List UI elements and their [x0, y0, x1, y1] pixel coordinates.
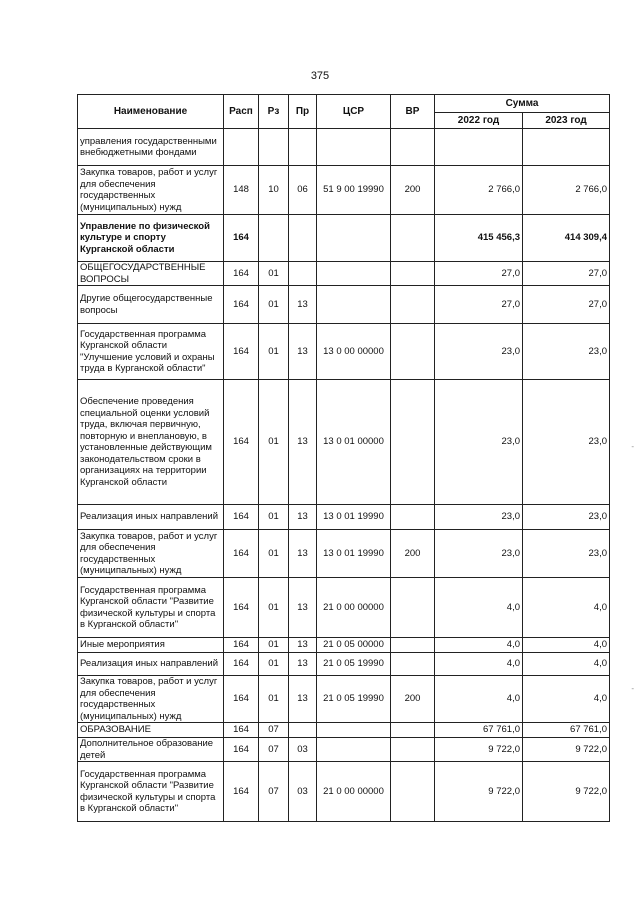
cell-name: Дополнительное образование детей: [78, 738, 224, 762]
header-pr: Пр: [289, 95, 317, 129]
table-row: [78, 762, 610, 822]
cell-name: Реализация иных направлений: [78, 505, 224, 530]
cell-rasp: [224, 129, 259, 166]
cell-csr: 21 0 05 19990: [317, 676, 391, 723]
table-row: [78, 262, 610, 286]
cell-pr: 13: [289, 578, 317, 638]
table-row: [78, 380, 610, 505]
header-2023: 2023 год: [523, 113, 610, 129]
cell-csr: 13 0 01 19990: [317, 505, 391, 530]
cell-rasp: 164: [224, 578, 259, 638]
cell-name: управления государственными внебюджетными фондами: [78, 129, 224, 166]
cell-pr: 13: [289, 380, 317, 505]
cell-sum-2022: 67 761,0: [435, 723, 523, 738]
cell-sum-2023: 27,0: [523, 286, 610, 324]
cell-csr: 21 0 00 00000: [317, 762, 391, 822]
page-number: 375: [310, 70, 330, 82]
cell-sum-2022: 23,0: [435, 380, 523, 505]
table-row: [78, 723, 610, 738]
cell-sum-2023: 414 309,4: [523, 215, 610, 262]
margin-mark: -: [631, 684, 634, 693]
cell-pr: 13: [289, 638, 317, 653]
table-row: [78, 676, 610, 723]
cell-rz: [259, 129, 289, 166]
cell-vr: [391, 723, 435, 738]
cell-vr: [391, 653, 435, 676]
cell-csr: 13 0 00 00000: [317, 324, 391, 380]
cell-rz: 01: [259, 324, 289, 380]
cell-sum-2022: 4,0: [435, 578, 523, 638]
cell-rasp: 164: [224, 286, 259, 324]
table-row: [78, 324, 610, 380]
cell-rasp: 164: [224, 505, 259, 530]
cell-name: Закупка товаров, работ и услуг для обеспечения государственных (муниципальных) нужд: [78, 530, 224, 578]
cell-rz: 07: [259, 738, 289, 762]
cell-rz: 01: [259, 676, 289, 723]
cell-sum-2023: 4,0: [523, 676, 610, 723]
table-row: [78, 505, 610, 530]
cell-csr: 21 0 05 00000: [317, 638, 391, 653]
table-row: [78, 530, 610, 578]
table-row: [78, 653, 610, 676]
cell-rz: 01: [259, 380, 289, 505]
cell-name: Реализация иных направлений: [78, 653, 224, 676]
cell-sum-2023: 67 761,0: [523, 723, 610, 738]
cell-sum-2023: 9 722,0: [523, 738, 610, 762]
cell-sum-2023: [523, 129, 610, 166]
cell-rz: 01: [259, 286, 289, 324]
cell-vr: [391, 215, 435, 262]
cell-sum-2022: 4,0: [435, 653, 523, 676]
cell-rz: 01: [259, 262, 289, 286]
cell-rasp: 164: [224, 380, 259, 505]
cell-sum-2023: 4,0: [523, 638, 610, 653]
cell-sum-2022: 9 722,0: [435, 762, 523, 822]
cell-vr: [391, 578, 435, 638]
table-row: [78, 166, 610, 215]
cell-name: ОБЩЕГОСУДАРСТВЕННЫЕ ВОПРОСЫ: [78, 262, 224, 286]
budget-table: [77, 94, 610, 822]
cell-sum-2022: 4,0: [435, 638, 523, 653]
cell-vr: 200: [391, 530, 435, 578]
header-rasp: Расп: [224, 95, 259, 129]
cell-csr: [317, 738, 391, 762]
cell-csr: [317, 286, 391, 324]
cell-vr: [391, 762, 435, 822]
cell-vr: [391, 262, 435, 286]
header-2022: 2022 год: [435, 113, 523, 129]
cell-rasp: 164: [224, 723, 259, 738]
cell-name: Обеспечение проведения специальной оценки условий труда, включая первичную, повторную и внеплановую, в установленные действующим законодательством сроки в организациях на территории Курганской области: [78, 380, 224, 505]
cell-vr: 200: [391, 166, 435, 215]
cell-rasp: 164: [224, 653, 259, 676]
cell-name: Закупка товаров, работ и услуг для обеспечения государственных (муниципальных) нужд: [78, 676, 224, 723]
cell-rz: 01: [259, 638, 289, 653]
cell-name: Государственная программа Курганской области "Развитие физической культуры и спорта в Курганской области": [78, 762, 224, 822]
cell-name: ОБРАЗОВАНИЕ: [78, 723, 224, 738]
cell-vr: [391, 505, 435, 530]
cell-csr: [317, 129, 391, 166]
cell-sum-2022: [435, 129, 523, 166]
cell-sum-2023: 23,0: [523, 505, 610, 530]
header-sum: Сумма: [435, 95, 610, 113]
cell-pr: 13: [289, 653, 317, 676]
cell-rz: 10: [259, 166, 289, 215]
cell-rz: 01: [259, 653, 289, 676]
cell-rasp: 164: [224, 676, 259, 723]
table-row: [78, 215, 610, 262]
cell-rasp: 164: [224, 262, 259, 286]
cell-pr: [289, 723, 317, 738]
cell-pr: 13: [289, 324, 317, 380]
cell-sum-2022: 415 456,3: [435, 215, 523, 262]
cell-pr: 03: [289, 738, 317, 762]
header-name: Наименование: [78, 95, 224, 129]
cell-sum-2023: 27,0: [523, 262, 610, 286]
cell-pr: 03: [289, 762, 317, 822]
cell-pr: 06: [289, 166, 317, 215]
cell-rz: 07: [259, 723, 289, 738]
cell-sum-2022: 23,0: [435, 505, 523, 530]
cell-rasp: 164: [224, 215, 259, 262]
cell-pr: 13: [289, 676, 317, 723]
cell-rasp: 148: [224, 166, 259, 215]
cell-sum-2023: 4,0: [523, 653, 610, 676]
cell-sum-2022: 9 722,0: [435, 738, 523, 762]
cell-vr: [391, 324, 435, 380]
cell-sum-2023: 4,0: [523, 578, 610, 638]
header-csr: ЦСР: [317, 95, 391, 129]
cell-sum-2022: 27,0: [435, 262, 523, 286]
cell-rasp: 164: [224, 638, 259, 653]
cell-csr: 21 0 05 19990: [317, 653, 391, 676]
cell-pr: 13: [289, 505, 317, 530]
cell-rz: [259, 215, 289, 262]
cell-vr: [391, 380, 435, 505]
cell-csr: [317, 723, 391, 738]
cell-sum-2022: 23,0: [435, 324, 523, 380]
cell-pr: 13: [289, 530, 317, 578]
cell-rasp: 164: [224, 530, 259, 578]
cell-rasp: 164: [224, 738, 259, 762]
cell-sum-2023: 23,0: [523, 530, 610, 578]
header-rz: Рз: [259, 95, 289, 129]
table-header: [78, 95, 610, 129]
header-vr: ВР: [391, 95, 435, 129]
cell-rasp: 164: [224, 324, 259, 380]
cell-sum-2022: 2 766,0: [435, 166, 523, 215]
margin-mark: -: [631, 442, 634, 451]
cell-rz: 01: [259, 505, 289, 530]
table-row: [78, 286, 610, 324]
cell-vr: [391, 129, 435, 166]
cell-sum-2022: 27,0: [435, 286, 523, 324]
cell-pr: 13: [289, 286, 317, 324]
cell-sum-2022: 23,0: [435, 530, 523, 578]
cell-sum-2023: 23,0: [523, 380, 610, 505]
cell-sum-2023: 2 766,0: [523, 166, 610, 215]
table-row: [78, 129, 610, 166]
cell-csr: 51 9 00 19990: [317, 166, 391, 215]
cell-name: Управление по физической культуре и спорту Курганской области: [78, 215, 224, 262]
cell-sum-2023: 9 722,0: [523, 762, 610, 822]
cell-pr: [289, 215, 317, 262]
cell-pr: [289, 129, 317, 166]
cell-rasp: 164: [224, 762, 259, 822]
cell-csr: [317, 215, 391, 262]
cell-name: Другие общегосударственные вопросы: [78, 286, 224, 324]
cell-csr: [317, 262, 391, 286]
cell-rz: 07: [259, 762, 289, 822]
cell-vr: 200: [391, 676, 435, 723]
table-row: [78, 578, 610, 638]
cell-csr: 21 0 00 00000: [317, 578, 391, 638]
table-row: [78, 638, 610, 653]
cell-name: Иные мероприятия: [78, 638, 224, 653]
cell-pr: [289, 262, 317, 286]
cell-vr: [391, 638, 435, 653]
cell-sum-2023: 23,0: [523, 324, 610, 380]
cell-csr: 13 0 01 00000: [317, 380, 391, 505]
cell-vr: [391, 738, 435, 762]
cell-name: Государственная программа Курганской области "Развитие физической культуры и спорта в Курганской области": [78, 578, 224, 638]
cell-rz: 01: [259, 578, 289, 638]
cell-vr: [391, 286, 435, 324]
table-row: [78, 738, 610, 762]
cell-name: Закупка товаров, работ и услуг для обеспечения государственных (муниципальных) нужд: [78, 166, 224, 215]
cell-csr: 13 0 01 19990: [317, 530, 391, 578]
cell-sum-2022: 4,0: [435, 676, 523, 723]
cell-rz: 01: [259, 530, 289, 578]
cell-name: Государственная программа Курганской области "Улучшение условий и охраны труда в Курганской области": [78, 324, 224, 380]
table-body: [78, 129, 610, 822]
